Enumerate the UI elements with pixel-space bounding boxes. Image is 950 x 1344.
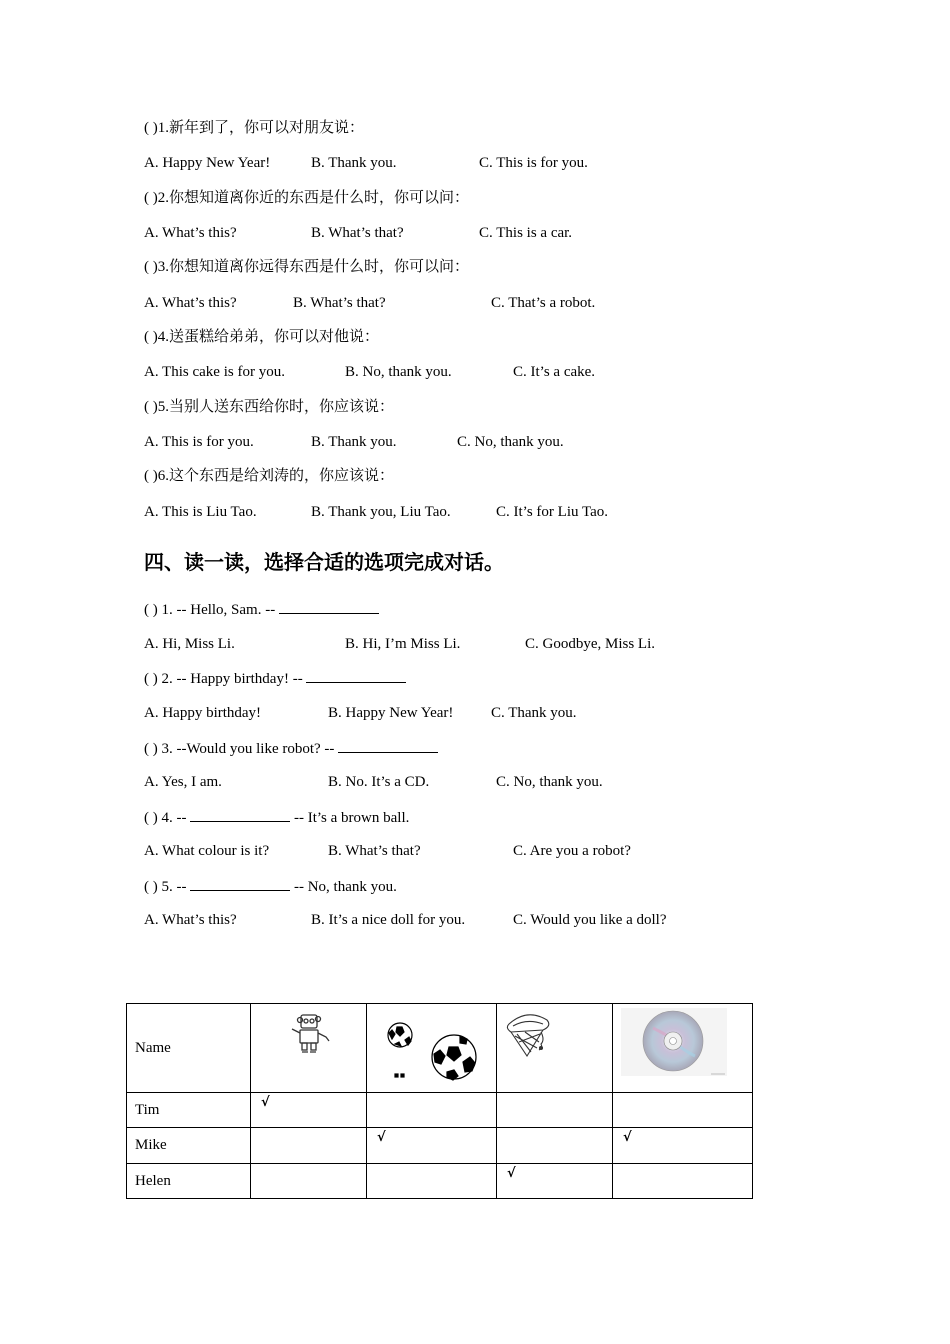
tick-cell[interactable] bbox=[367, 1164, 497, 1199]
table-row bbox=[127, 1128, 753, 1164]
tick-cell[interactable] bbox=[367, 1093, 497, 1128]
question-stem: ( )6.这个东西是给刘涛的，你应该说： bbox=[144, 468, 394, 484]
header-robot-cell bbox=[251, 1004, 367, 1093]
tick-mark: √ bbox=[261, 1094, 270, 1110]
stem-text: ( ) 4. -- bbox=[144, 810, 191, 826]
tick-cell[interactable] bbox=[251, 1164, 367, 1199]
option-b[interactable]: B. What’s that? bbox=[311, 225, 404, 241]
table-header-row bbox=[127, 1004, 753, 1093]
question-stem bbox=[144, 876, 397, 897]
question-stem bbox=[144, 807, 409, 828]
row-name: Helen bbox=[127, 1164, 251, 1199]
stem-text: ( ) 3. --Would you like robot? -- bbox=[144, 741, 339, 757]
tick-cell[interactable] bbox=[367, 1128, 497, 1164]
option-a[interactable]: A. Yes, I am. bbox=[144, 774, 222, 790]
option-a[interactable]: A. Hi, Miss Li. bbox=[144, 636, 235, 652]
option-c[interactable]: C. That’s a robot. bbox=[491, 295, 596, 311]
option-a[interactable]: A. This cake is for you. bbox=[144, 364, 285, 380]
section-heading: 四、读一读，选择合适的选项完成对话。 bbox=[144, 550, 504, 574]
question-stem: ( )4.送蛋糕给弟弟，你可以对他说： bbox=[144, 329, 379, 345]
answer-blank[interactable] bbox=[338, 738, 438, 753]
tick-cell[interactable] bbox=[497, 1128, 613, 1164]
row-name: Mike bbox=[127, 1128, 251, 1164]
option-b[interactable]: B. Hi, I’m Miss Li. bbox=[345, 636, 461, 652]
tick-cell[interactable] bbox=[251, 1093, 367, 1128]
option-b[interactable]: B. No, thank you. bbox=[345, 364, 452, 380]
option-a[interactable]: A. What’s this? bbox=[144, 912, 237, 928]
option-b[interactable]: B. No. It’s a CD. bbox=[328, 774, 430, 790]
option-c[interactable]: C. No, thank you. bbox=[457, 434, 564, 450]
option-c[interactable]: C. Would you like a doll? bbox=[513, 912, 667, 928]
option-a[interactable]: A. What’s this? bbox=[144, 225, 237, 241]
answer-blank[interactable] bbox=[279, 599, 379, 614]
tick-cell[interactable] bbox=[613, 1128, 753, 1164]
answer-blank[interactable] bbox=[190, 876, 290, 891]
option-a[interactable]: A. What’s this? bbox=[144, 295, 237, 311]
option-b[interactable]: B. What’s that? bbox=[293, 295, 386, 311]
option-a[interactable]: A. This is Liu Tao. bbox=[144, 504, 257, 520]
ice-cream-icon bbox=[497, 1004, 612, 1087]
stem-text: ( ) 2. -- Happy birthday! -- bbox=[144, 671, 307, 687]
option-b[interactable]: B. Happy New Year! bbox=[328, 705, 454, 721]
option-b[interactable]: B. Thank you. bbox=[311, 434, 397, 450]
stem-text: ( ) 1. -- Hello, Sam. -- bbox=[144, 602, 279, 618]
option-b[interactable]: B. Thank you, Liu Tao. bbox=[311, 504, 451, 520]
question-stem: ( )3.你想知道离你远得东西是什么时，你可以问： bbox=[144, 259, 469, 275]
tick-mark: √ bbox=[623, 1130, 632, 1145]
robot-icon bbox=[251, 1004, 366, 1087]
option-c[interactable]: C. Thank you. bbox=[491, 705, 577, 721]
option-c[interactable]: C. This is a car. bbox=[479, 225, 573, 241]
option-c[interactable]: C. It’s a cake. bbox=[513, 364, 596, 380]
option-c[interactable]: C. This is for you. bbox=[479, 155, 588, 171]
answer-blank[interactable] bbox=[190, 807, 290, 822]
tick-cell[interactable] bbox=[497, 1164, 613, 1199]
row-name: Tim bbox=[127, 1093, 251, 1128]
tick-mark: √ bbox=[507, 1165, 516, 1181]
cd-icon bbox=[613, 1004, 752, 1087]
question-stem bbox=[144, 738, 438, 759]
option-b[interactable]: B. It’s a nice doll for you. bbox=[311, 912, 466, 928]
option-b[interactable]: B. Thank you. bbox=[311, 155, 397, 171]
header-cd-cell bbox=[613, 1004, 753, 1093]
option-a[interactable]: A. This is for you. bbox=[144, 434, 254, 450]
option-a[interactable]: A. What colour is it? bbox=[144, 843, 270, 859]
option-a[interactable]: A. Happy birthday! bbox=[144, 705, 262, 721]
option-c[interactable]: C. No, thank you. bbox=[496, 774, 603, 790]
table-row bbox=[127, 1093, 753, 1128]
stem-text: ( ) 5. -- bbox=[144, 879, 191, 895]
question-stem bbox=[144, 599, 379, 620]
option-b[interactable]: B. What’s that? bbox=[328, 843, 421, 859]
tick-mark: √ bbox=[377, 1130, 386, 1145]
header-football-cell bbox=[367, 1004, 497, 1093]
question-stem bbox=[144, 668, 406, 689]
option-a[interactable]: A. Happy New Year! bbox=[144, 155, 271, 171]
option-c[interactable]: C. Goodbye, Miss Li. bbox=[525, 636, 656, 652]
question-stem: ( )1.新年到了，你可以对朋友说： bbox=[144, 120, 364, 136]
stem-text-after: -- It’s a brown ball. bbox=[290, 810, 410, 826]
question-stem: ( )5.当别人送东西给你时，你应该说： bbox=[144, 399, 394, 415]
survey-table bbox=[126, 1003, 753, 1199]
tick-cell[interactable] bbox=[251, 1128, 367, 1164]
option-c[interactable]: C. Are you a robot? bbox=[513, 843, 631, 859]
tick-cell[interactable] bbox=[613, 1164, 753, 1199]
answer-blank[interactable] bbox=[306, 668, 406, 683]
stem-text-after: -- No, thank you. bbox=[290, 879, 397, 895]
football-icon bbox=[367, 1004, 496, 1087]
option-c[interactable]: C. It’s for Liu Tao. bbox=[496, 504, 608, 520]
header-name-cell: Name bbox=[127, 1004, 251, 1093]
header-ice-cream-cell bbox=[497, 1004, 613, 1093]
tick-cell[interactable] bbox=[613, 1093, 753, 1128]
tick-cell[interactable] bbox=[497, 1093, 613, 1128]
table-row bbox=[127, 1164, 753, 1199]
question-stem: ( )2.你想知道离你近的东西是什么时，你可以问： bbox=[144, 190, 469, 206]
